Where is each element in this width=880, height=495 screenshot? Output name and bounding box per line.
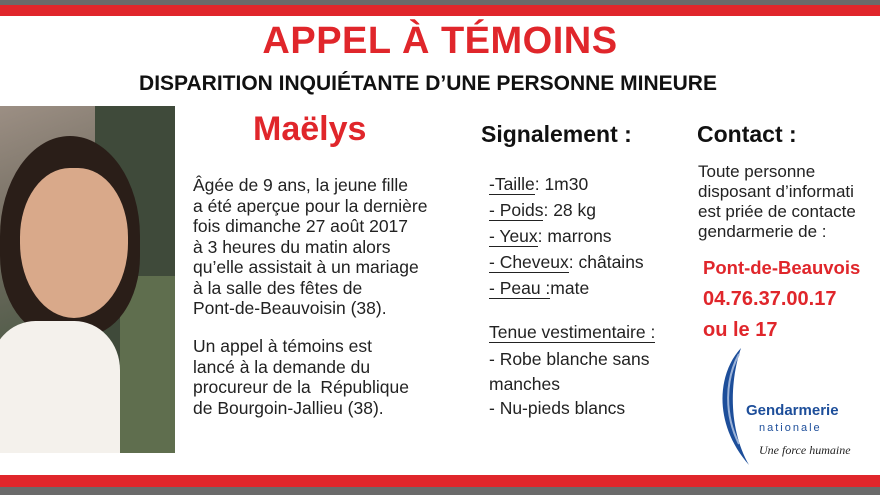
tenue-item-nu-pieds: - Nu-pieds blancs — [489, 398, 626, 418]
missing-person-name: Maëlys — [253, 110, 367, 148]
signalement-item-cheveux: - Cheveux: châtains — [489, 252, 644, 272]
contact-heading: Contact : — [697, 121, 797, 147]
contact-text: Toute personne disposant d’informati est priée de contacte gendarmerie de : — [698, 162, 856, 241]
poster-title: APPEL À TÉMOINS — [262, 20, 618, 62]
signalement-item-peau: - Peau :mate — [489, 278, 590, 298]
top-red-band — [0, 0, 880, 16]
signalement-list — [489, 172, 644, 302]
tenue-item-robe: - Robe blanche sans manches — [489, 349, 650, 394]
bottom-red-band — [0, 475, 880, 495]
signalement-item-yeux: - Yeux: marrons — [489, 226, 612, 246]
tenue-heading: Tenue vestimentaire : — [489, 322, 656, 342]
logo-motto: Une force humaine — [759, 443, 851, 457]
gendarmerie-logo — [715, 344, 875, 469]
signalement-heading: Signalement : — [481, 121, 632, 147]
signalement-item-taille: -Taille: 1m30 — [489, 174, 589, 194]
description-paragraph-1: Âgée de 9 ans, la jeune fille a été aperçue pour la dernière fois dimanche 27 août 2017 à 3 heures du matin alors qu’elle assistait à un mariage à la salle des fêtes de Pont-de-Beauvoisin (38). — [193, 175, 428, 318]
tenue-section — [489, 322, 655, 421]
signalement-item-poids: - Poids: 28 kg — [489, 200, 597, 220]
contact-phone: 04.76.37.00.17 — [703, 288, 837, 310]
poster-subtitle: DISPARITION INQUIÉTANTE D’UNE PERSONNE MINEURE — [139, 72, 717, 95]
missing-child-photo — [0, 106, 175, 453]
logo-text-nationale: nationale — [759, 422, 822, 434]
contact-town: Pont-de-Beauvois — [703, 257, 861, 278]
logo-text-gendarmerie: Gendarmerie — [746, 402, 839, 419]
contact-alternative-number: ou le 17 — [703, 319, 778, 341]
description-paragraph-2: Un appel à témoins est lancé à la demande du procureur de la République de Bourgoin-Jallieu (38). — [193, 336, 409, 418]
